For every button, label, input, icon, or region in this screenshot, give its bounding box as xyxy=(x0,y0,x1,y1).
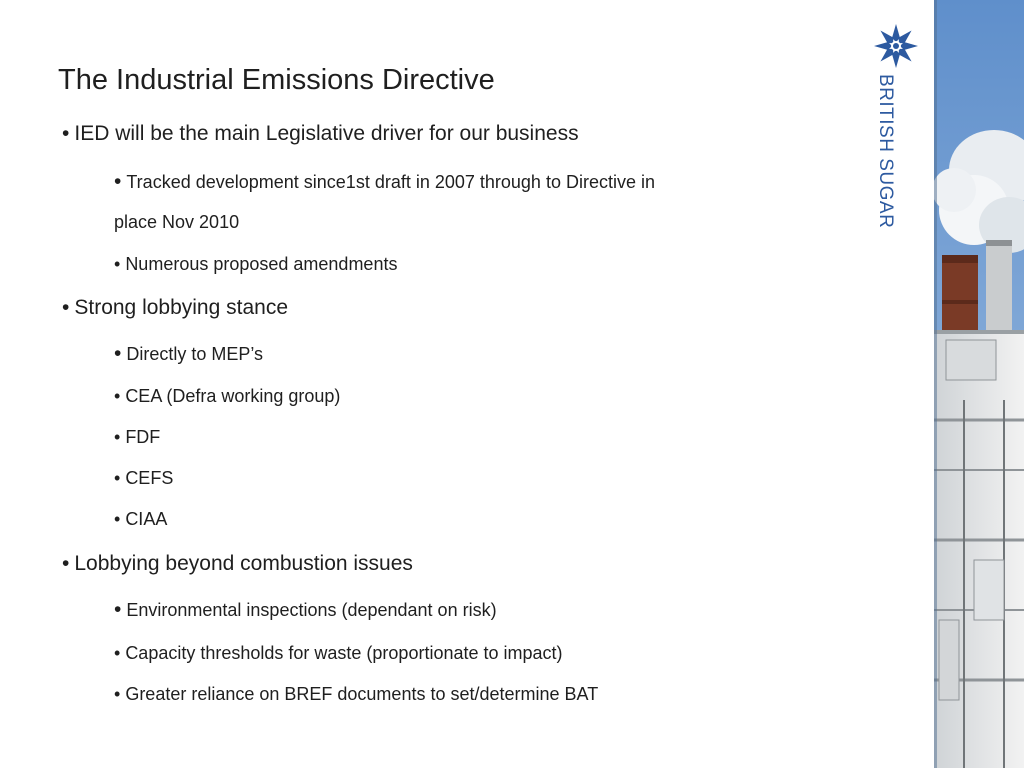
bullet-item xyxy=(114,427,160,448)
bullet-text: Lobbying beyond combustion issues xyxy=(74,552,413,575)
factory-image xyxy=(934,0,1024,768)
slide-title: The Industrial Emissions Directive xyxy=(58,64,495,96)
bullet-item xyxy=(62,122,579,146)
bullet-text: CIAA xyxy=(125,509,168,529)
bullet-marker: • xyxy=(114,598,122,621)
bullet-marker: • xyxy=(62,122,70,145)
bullet-marker: • xyxy=(114,509,121,529)
bullet-marker: • xyxy=(114,342,122,365)
bullet-text: Environmental inspections (dependant on risk) xyxy=(126,600,497,620)
bullet-item xyxy=(114,509,167,530)
bullet-item xyxy=(114,643,563,664)
bullet-marker: • xyxy=(114,170,122,193)
bullet-text: Strong lobbying stance xyxy=(74,296,288,319)
bullet-item xyxy=(62,552,413,576)
bullet-text: Capacity thresholds for waste (proportionate to impact) xyxy=(125,643,563,663)
bullet-item xyxy=(114,598,497,622)
bullet-text: FDF xyxy=(125,427,161,447)
bullet-item xyxy=(114,254,397,275)
bullet-marker: • xyxy=(114,254,121,274)
bullet-marker: • xyxy=(62,552,70,575)
bullet-marker: • xyxy=(62,296,70,319)
bullet-text: Directly to MEP’s xyxy=(126,344,264,364)
factory-photo xyxy=(934,0,1024,768)
bullet-text: Tracked development since1st draft in 2007 through to Directive in xyxy=(126,172,655,192)
bullet-item xyxy=(114,684,598,705)
bullet-text: IED will be the main Legislative driver for our business xyxy=(74,122,579,145)
bullet-item xyxy=(114,468,173,489)
bullet-item xyxy=(62,296,288,320)
bullet-text: CEFS xyxy=(125,468,174,488)
bullet-item xyxy=(114,170,655,194)
bullet-marker: • xyxy=(114,468,121,488)
bullet-marker: • xyxy=(114,684,121,704)
logo-wordmark: BRITISH SUGAR xyxy=(875,74,896,229)
bullet-marker: • xyxy=(114,427,121,447)
bullet-marker: • xyxy=(114,643,121,663)
bullet-continuation xyxy=(114,212,239,233)
bullet-item xyxy=(114,342,263,366)
snowflake-star-icon xyxy=(872,22,920,70)
bullet-marker: • xyxy=(114,386,121,406)
bullet-text: CEA (Defra working group) xyxy=(125,386,341,406)
bullet-text: Numerous proposed amendments xyxy=(125,254,398,274)
bullet-text: place Nov 2010 xyxy=(114,212,240,232)
bullet-item xyxy=(114,386,340,407)
bullet-text: Greater reliance on BREF documents to set/determine BAT xyxy=(125,684,599,704)
